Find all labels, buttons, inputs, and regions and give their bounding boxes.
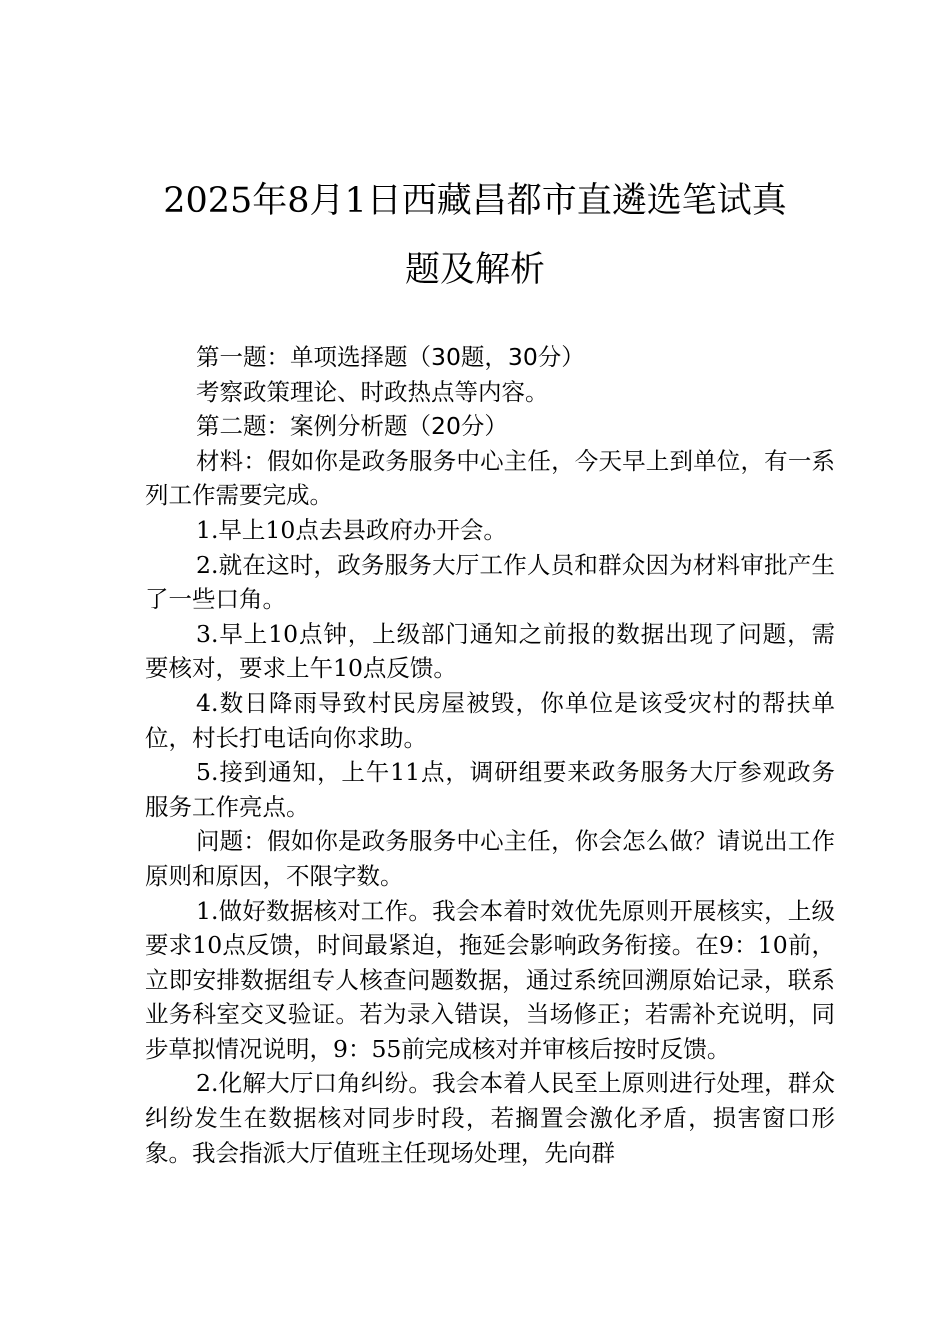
list-item: 5.接到通知，上午11点，调研组要来政务服务大厅参观政务服务工作亮点。 <box>145 758 835 821</box>
list-item: 2.就在这时，政务服务大厅工作人员和群众因为材料审批产生了一些口角。 <box>145 550 835 614</box>
document-body <box>145 340 835 1170</box>
paragraph: 考察政策理论、时政热点等内容。 <box>196 377 549 406</box>
list-item: 3.早上10点钟，上级部门通知之前报的数据出现了问题，需要核对，要求上午10点反馈。 <box>145 619 835 683</box>
section-heading-2: 第二题：案例分析题（20分） <box>196 412 508 441</box>
list-item: 4.数日降雨导致村民房屋被毁，你单位是该受灾村的帮扶单位，村长打电话向你求助。 <box>145 688 835 752</box>
answer-paragraph: 1.做好数据核对工作。我会本着时效优先原则开展核实，上级要求10点反馈，时间最紧迫，拖延会影响政务衔接。在9：10前，立即安排数据组专人核查问题数据，通过系统回溯原始记录，联系业务科室交叉验证。若为录入错误，当场修正；若需补充说明，同步草拟情况说明，9：55前完成核对并审核后按时反馈。 <box>145 896 835 1063</box>
document-title-line-1: 2025年8月1日西藏昌都市直遴选笔试真 <box>163 181 787 221</box>
list-item: 1.早上10点去县政府办开会。 <box>196 515 507 544</box>
question-paragraph: 问题：假如你是政务服务中心主任，你会怎么做？请说出工作原则和原因，不限字数。 <box>145 827 835 890</box>
answer-paragraph: 2.化解大厅口角纠纷。我会本着人民至上原则进行处理，群众纠纷发生在数据核对同步时段，若搁置会激化矛盾，损害窗口形象。我会指派大厅值班主任现场处理，先向群 <box>145 1069 835 1167</box>
paragraph: 材料：假如你是政务服务中心主任，今天早上到单位，有一系列工作需要完成。 <box>145 446 835 510</box>
section-heading-1: 第一题：单项选择题（30题，30分） <box>196 343 585 371</box>
document-title-line-2: 题及解析 <box>404 250 545 290</box>
